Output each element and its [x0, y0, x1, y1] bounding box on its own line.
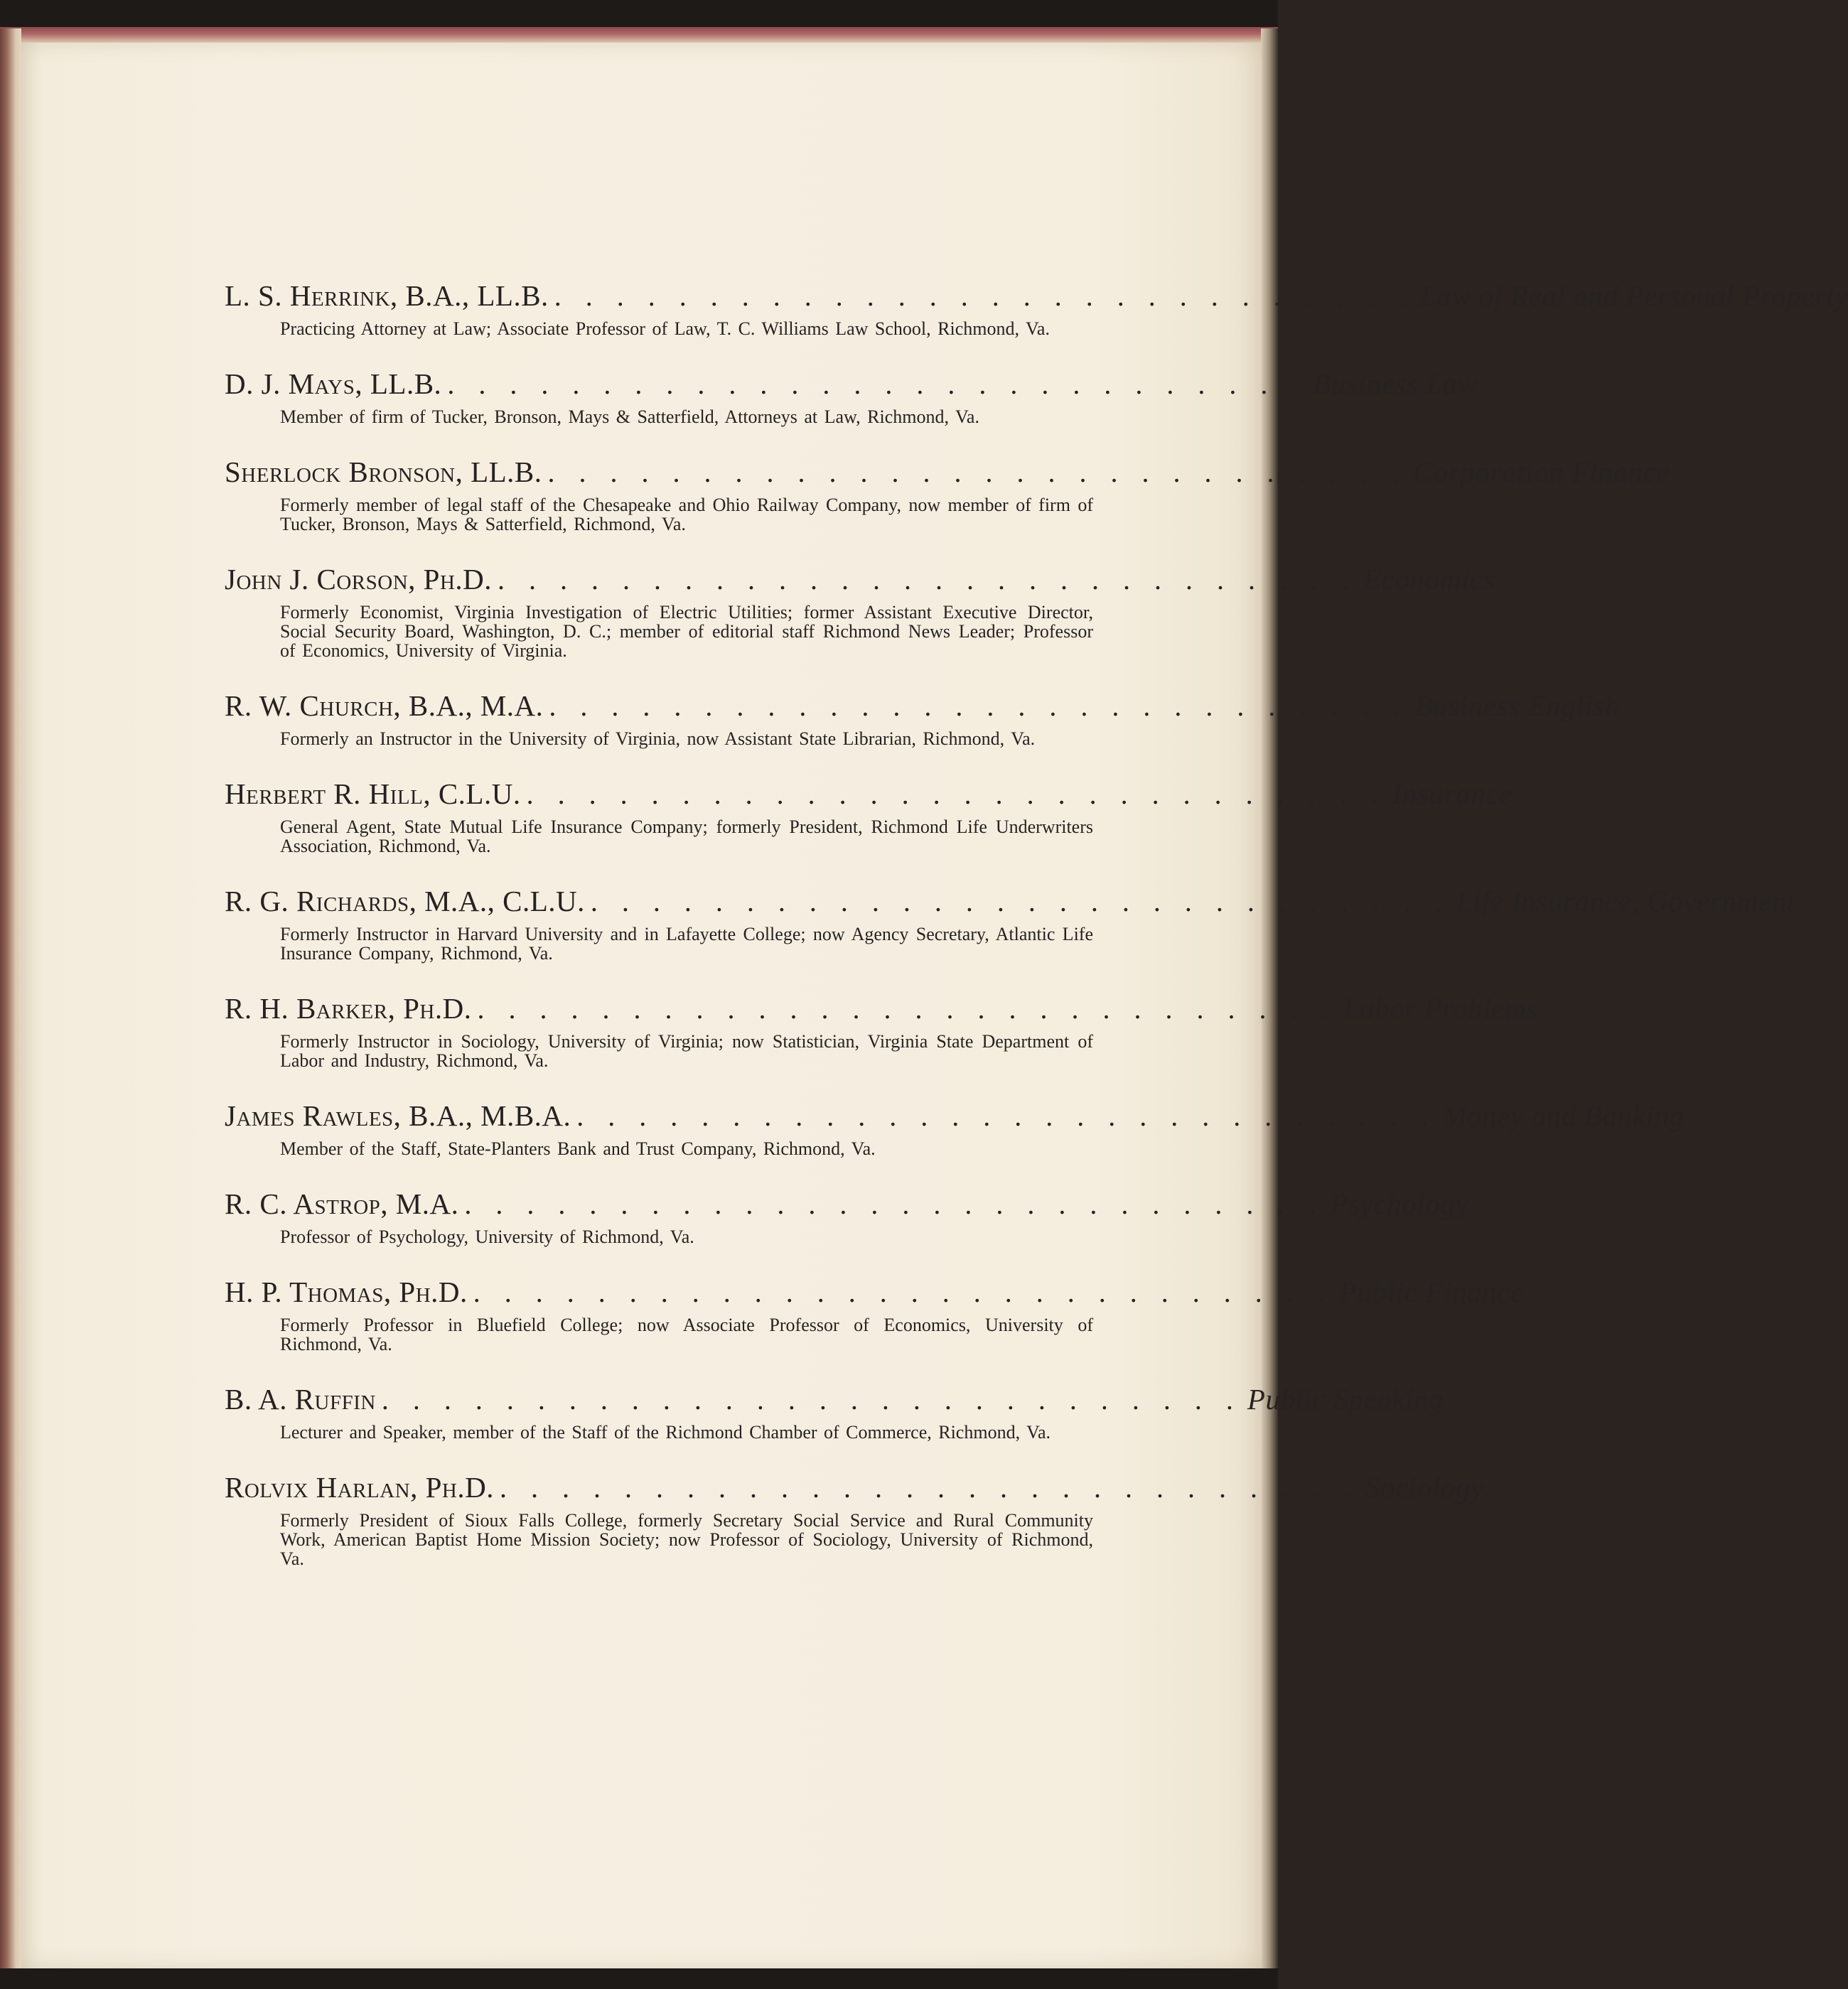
faculty-name: R. H. Barker, Ph.D.: [225, 992, 472, 1025]
faculty-subject: Insurance: [1392, 777, 1513, 810]
faculty-subject: Sociology: [1365, 1471, 1485, 1504]
faculty-name: James Rawles, B.A., M.B.A.: [225, 1099, 571, 1132]
faculty-name: B. A. Ruffin: [225, 1383, 376, 1416]
dot-leader: . . . . . . . . . . . . . . . . . . . . . . . . . . . .: [464, 1188, 1325, 1220]
faculty-description: Professor of Psychology, University of Richmond, Va.: [280, 1227, 694, 1247]
dot-leader: . . . . . . . . . . . . . . . . . . . . . . . . . . . .: [547, 456, 1408, 488]
faculty-description: General Agent, State Mutual Life Insurance Company; formerly President, Richmond Life Underwriters Association, Richmond, Va.: [280, 816, 1093, 856]
faculty-subject: Business English: [1414, 689, 1621, 722]
faculty-name: R. W. Church, B.A., M.A.: [225, 689, 544, 722]
faculty-description: Practicing Attorney at Law; Associate Professor of Law, T. C. Williams Law School, Richmond, Va.: [280, 318, 1050, 339]
faculty-name: D. J. Mays, LL.B.: [225, 367, 442, 400]
faculty-name: Sherlock Bronson, LL.B.: [225, 456, 542, 488]
faculty-heading: [225, 365, 1478, 403]
faculty-list: [225, 277, 1848, 1595]
faculty-heading: [225, 1469, 1485, 1506]
faculty-subject: Public Speaking: [1247, 1383, 1444, 1416]
dot-leader: . . . . . . . . . . . . . . . . . . . . . . . . . . . .: [590, 885, 1451, 917]
faculty-heading: [225, 453, 1670, 491]
faculty-heading: [225, 687, 1621, 725]
faculty-entry: [225, 561, 1495, 661]
faculty-description: Formerly member of legal staff of the Chesapeake and Ohio Railway Company, now member of firm of Tucker, Bronson, Mays & Satterfield, Richmond, Va.: [280, 495, 1093, 534]
faculty-entry: [225, 687, 1621, 749]
faculty-heading: [225, 277, 1848, 315]
faculty-heading: [225, 1185, 1469, 1223]
faculty-description: Member of the Staff, State-Planters Bank and Trust Company, Richmond, Va.: [280, 1138, 876, 1159]
faculty-heading: [225, 1097, 1685, 1135]
faculty-heading: [225, 883, 1795, 920]
faculty-name: H. P. Thomas, Ph.D.: [225, 1276, 468, 1308]
faculty-subject: Law of Real and Personal Property: [1419, 279, 1848, 312]
dot-leader: . . . . . . . . . . . . . . . . . . . . . . . . . . . .: [549, 690, 1409, 722]
dot-leader: . . . . . . . . . . . . . . . . . . . . . . . . . . . .: [576, 1100, 1437, 1132]
dot-leader: . . . . . . . . . . . . . . . . . . . . . . . . . . . .: [498, 564, 1358, 595]
faculty-entry: [225, 1185, 1469, 1247]
faculty-heading: [225, 990, 1538, 1028]
faculty-entry: [225, 1097, 1685, 1159]
faculty-entry: [225, 1469, 1485, 1569]
faculty-description: Lecturer and Speaker, member of the Staff of the Richmond Chamber of Commerce, Richmond, Va.: [280, 1422, 1051, 1443]
faculty-subject: Money and Banking: [1442, 1099, 1685, 1132]
faculty-name: John J. Corson, Ph.D.: [225, 563, 492, 595]
dot-leader: . . . . . . . . . . . . . . . . . . . . . . . . . . . .: [381, 1384, 1242, 1416]
faculty-subject: Psychology: [1330, 1187, 1469, 1220]
faculty-entry: [225, 990, 1538, 1071]
dot-leader: . . . . . . . . . . . . . . . . . . . . . . . . . . . .: [554, 280, 1414, 312]
book-page: [21, 43, 1848, 1968]
faculty-name: R. G. Richards, M.A., C.L.U.: [225, 885, 585, 917]
faculty-description: Member of firm of Tucker, Bronson, Mays & Satterfield, Attorneys at Law, Richmond, Va.: [280, 406, 979, 427]
dot-leader: . . . . . . . . . . . . . . . . . . . . . . . . . . . .: [477, 993, 1338, 1025]
faculty-entry: [225, 883, 1795, 964]
faculty-name: R. C. Astrop, M.A.: [225, 1187, 459, 1220]
dot-leader: . . . . . . . . . . . . . . . . . . . . . . . . . . . .: [473, 1276, 1333, 1308]
faculty-name: Rolvix Harlan, Ph.D.: [225, 1471, 494, 1504]
faculty-heading: [225, 561, 1495, 598]
dot-leader: . . . . . . . . . . . . . . . . . . . . . . . . . . . .: [447, 368, 1308, 400]
faculty-heading: [225, 1273, 1524, 1311]
faculty-description: Formerly Professor in Bluefield College; now Associate Professor of Economics, University of Richmond, Va.: [280, 1315, 1093, 1354]
faculty-subject: Economics: [1363, 563, 1495, 595]
faculty-name: Herbert R. Hill, C.L.U.: [225, 777, 521, 810]
faculty-entry: [225, 1273, 1524, 1354]
faculty-entry: [225, 775, 1513, 856]
faculty-entry: [225, 453, 1670, 534]
faculty-entry: [225, 365, 1478, 427]
faculty-subject: Life Insurance, Government: [1456, 885, 1795, 917]
faculty-description: Formerly an Instructor in the University of Virginia, now Assistant State Librarian, Richmond, Va.: [280, 728, 1036, 749]
faculty-subject: Business Law: [1313, 367, 1478, 400]
faculty-heading: [225, 1381, 1444, 1418]
faculty-heading: [225, 775, 1513, 813]
faculty-description: Formerly Instructor in Sociology, University of Virginia; now Statistician, Virginia State Department of Labor and Industry, Richmond, Va.: [280, 1031, 1093, 1071]
faculty-subject: Public Finance: [1338, 1276, 1524, 1308]
faculty-subject: Labor Problems: [1343, 992, 1538, 1025]
faculty-entry: [225, 277, 1848, 339]
faculty-subject: Corporation Finance: [1413, 456, 1670, 488]
faculty-entry: [225, 1381, 1444, 1443]
faculty-description: Formerly Instructor in Harvard University and in Lafayette College; now Agency Secretary, Atlantic Life Insurance Company, Richmond, Va.: [280, 924, 1093, 964]
faculty-description: Formerly President of Sioux Falls College, formerly Secretary Social Service and Rural Community Work, American Baptist Home Mission Society; now Professor of Sociology, University of Richmond, Va.: [280, 1510, 1093, 1569]
faculty-description: Formerly Economist, Virginia Investigation of Electric Utilities; former Assistant Executive Director, Social Security Board, Washington, D. C.; member of editorial staff Richmond News Leader; Professor of Economics, University of Virginia.: [280, 602, 1093, 661]
faculty-name: L. S. Herrink, B.A., LL.B.: [225, 279, 549, 312]
book-cover-left-edge: [0, 28, 21, 1968]
dot-leader: . . . . . . . . . . . . . . . . . . . . . . . . . . . .: [499, 1472, 1360, 1504]
dot-leader: . . . . . . . . . . . . . . . . . . . . . . . . . . . .: [526, 778, 1387, 810]
